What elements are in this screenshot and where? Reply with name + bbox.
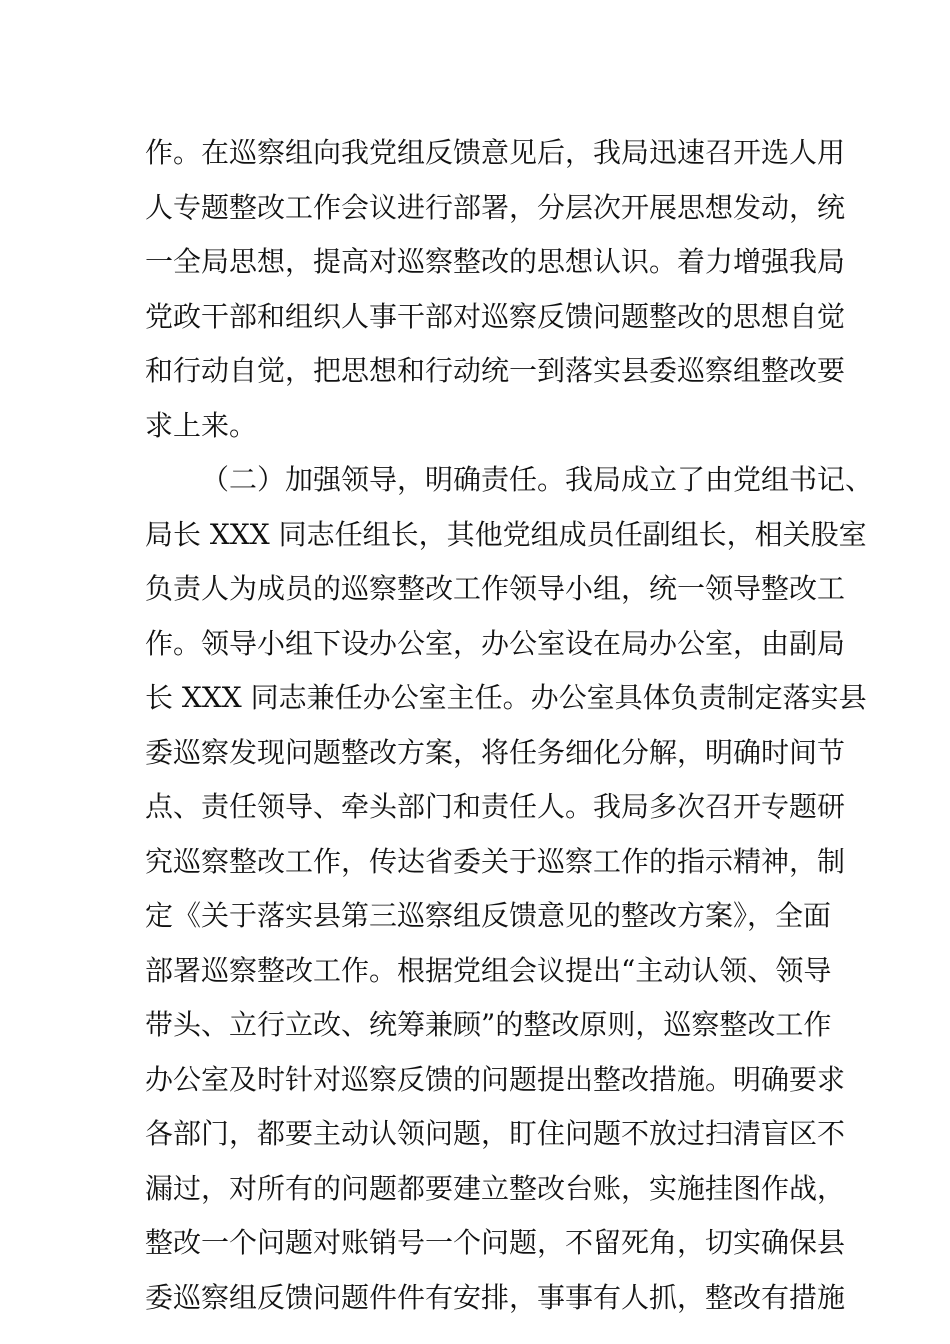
- text-line: 点、责任领导、牵头部门和责任人。我局多次召开专题研: [145, 790, 846, 823]
- text-line: 漏过，对所有的问题都要建立整改台账，实施挂图作战，: [145, 1171, 846, 1205]
- text-line: 求上来。: [145, 408, 258, 442]
- text-line: 办公室及时针对巡察反馈的问题提出整改措施。明确要求: [145, 1062, 846, 1096]
- text-line: 负责人为成员的巡察整改工作领导小组，统一领导整改工: [145, 572, 846, 605]
- paragraph-start-line: （二）加强领导，明确责任。我局成立了由党组书记、: [201, 463, 874, 496]
- text-line: 带头、立行立改、统筹兼顾”的整改原则，巡察整改工作: [145, 1008, 832, 1041]
- text-line: 委巡察组反馈问题件件有安排，事事有人抓，整改有措施: [145, 1280, 846, 1314]
- text-line: 作。领导小组下设办公室，办公室设在局办公室，由副局: [145, 626, 846, 660]
- text-line: 定《关于落实县第三巡察组反馈意见的整改方案》，全面: [145, 899, 832, 932]
- text-line: 党政干部和组织人事干部对巡察反馈问题整改的思想自觉: [145, 299, 846, 333]
- text-line: 长 XXX 同志兼任办公室主任。办公室具体负责制定落实县: [145, 681, 867, 714]
- text-line: 一全局思想，提高对巡察整改的思想认识。着力增强我局: [145, 245, 846, 278]
- text-line: 各部门，都要主动认领问题，盯住问题不放过扫清盲区不: [145, 1117, 846, 1150]
- document-body: [145, 126, 874, 1325]
- text-line: 和行动自觉，把思想和行动统一到落实县委巡察组整改要: [145, 354, 846, 387]
- text-line: 整改一个问题对账销号一个问题，不留死角，切实确保县: [145, 1226, 846, 1259]
- text-line: 局长 XXX 同志任组长，其他党组成员任副组长，相关股室: [145, 517, 867, 551]
- text-line: 委巡察发现问题整改方案，将任务细化分解，明确时间节: [145, 735, 846, 769]
- text-line: 部署巡察整改工作。根据党组会议提出“主动认领、领导: [145, 953, 832, 987]
- text-line: 人专题整改工作会议进行部署，分层次开展思想发动，统: [145, 190, 846, 224]
- text-line: 究巡察整改工作，传达省委关于巡察工作的指示精神，制: [145, 844, 846, 878]
- text-line: 作。在巡察组向我党组反馈意见后，我局迅速召开选人用: [145, 136, 846, 169]
